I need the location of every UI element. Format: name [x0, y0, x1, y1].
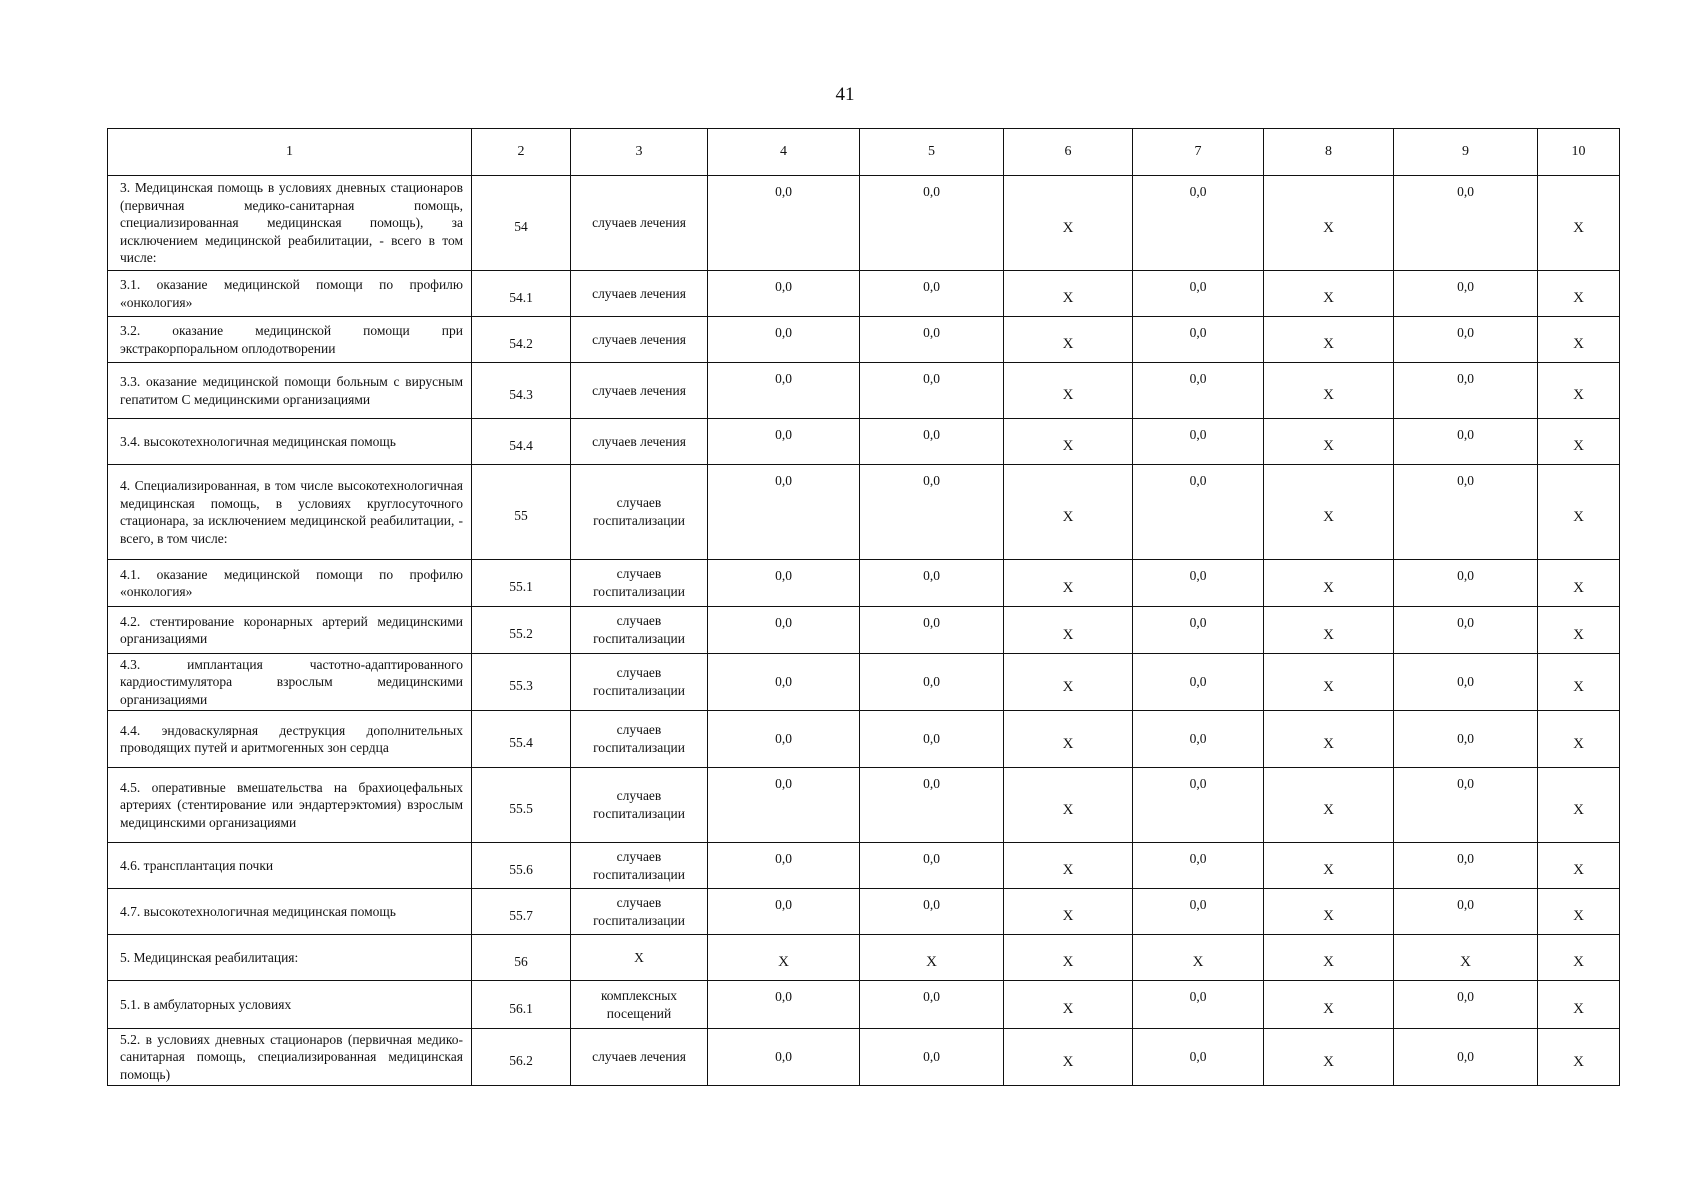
- row-value-cell: Х: [1264, 363, 1394, 419]
- row-value-cell: Х: [1004, 768, 1133, 843]
- row-unit-cell: случаев лечения: [571, 363, 708, 419]
- table-row: [108, 317, 1620, 363]
- row-value-cell: 0,0: [708, 176, 860, 271]
- row-value-cell: Х: [1538, 607, 1620, 654]
- row-code-cell: 54.3: [472, 363, 571, 419]
- row-value-cell: 0,0: [1133, 654, 1264, 711]
- row-code-cell: 54.4: [472, 419, 571, 465]
- row-name-cell: 4.6. трансплантация почки: [108, 843, 472, 889]
- row-unit-cell: случаев лечения: [571, 1029, 708, 1086]
- row-value-cell: 0,0: [1394, 607, 1538, 654]
- row-code-cell: 56: [472, 935, 571, 981]
- row-unit-cell: случаев лечения: [571, 317, 708, 363]
- row-unit-cell: случаев лечения: [571, 176, 708, 271]
- table-row: [108, 935, 1620, 981]
- row-name-cell: 5. Медицинская реабилитация:: [108, 935, 472, 981]
- row-value-cell: 0,0: [860, 419, 1004, 465]
- row-value-cell: Х: [1264, 176, 1394, 271]
- row-value-cell: 0,0: [860, 889, 1004, 935]
- row-unit-cell: случаев госпитализации: [571, 711, 708, 768]
- row-value-cell: 0,0: [1133, 317, 1264, 363]
- header-cell: 10: [1538, 129, 1620, 176]
- row-value-cell: 0,0: [1133, 843, 1264, 889]
- row-code-cell: 55: [472, 465, 571, 560]
- row-value-cell: Х: [708, 935, 860, 981]
- row-value-cell: Х: [1264, 711, 1394, 768]
- row-value-cell: 0,0: [860, 465, 1004, 560]
- row-code-cell: 54: [472, 176, 571, 271]
- row-name-cell: 3.1. оказание медицинской помощи по профилю «онкология»: [108, 271, 472, 317]
- row-name-cell: 3. Медицинская помощь в условиях дневных стационаров (первичная медико-санитарная помощь, специализированная медицинская помощь), за исключением медицинской реабилитации, - всего в том числе:: [108, 176, 472, 271]
- row-value-cell: Х: [1264, 271, 1394, 317]
- row-code-cell: 55.2: [472, 607, 571, 654]
- table-row: [108, 654, 1620, 711]
- row-value-cell: 0,0: [1394, 654, 1538, 711]
- row-value-cell: 0,0: [1394, 981, 1538, 1029]
- row-code-cell: 55.6: [472, 843, 571, 889]
- row-value-cell: 0,0: [708, 711, 860, 768]
- row-name-cell: 4. Специализированная, в том числе высокотехнологичная медицинская помощь, в условиях круглосуточного стационара, за исключением медицинской реабилитации, - всего, в том числе:: [108, 465, 472, 560]
- row-unit-cell: случаев госпитализации: [571, 560, 708, 607]
- row-value-cell: 0,0: [1133, 607, 1264, 654]
- row-value-cell: Х: [1538, 271, 1620, 317]
- row-value-cell: Х: [1004, 935, 1133, 981]
- header-cell: 2: [472, 129, 571, 176]
- row-value-cell: 0,0: [1133, 465, 1264, 560]
- row-value-cell: Х: [1004, 363, 1133, 419]
- row-value-cell: 0,0: [1133, 981, 1264, 1029]
- row-value-cell: 0,0: [860, 711, 1004, 768]
- table-row: [108, 465, 1620, 560]
- row-value-cell: 0,0: [1394, 560, 1538, 607]
- row-name-cell: 4.5. оперативные вмешательства на брахиоцефальных артериях (стентирование или эндартерэктомия) взрослым медицинскими организациями: [108, 768, 472, 843]
- header-cell: 8: [1264, 129, 1394, 176]
- row-value-cell: 0,0: [708, 465, 860, 560]
- row-value-cell: Х: [860, 935, 1004, 981]
- row-value-cell: 0,0: [860, 176, 1004, 271]
- row-value-cell: Х: [1004, 981, 1133, 1029]
- table-row: [108, 560, 1620, 607]
- row-value-cell: 0,0: [1394, 1029, 1538, 1086]
- row-value-cell: Х: [1004, 607, 1133, 654]
- row-value-cell: 0,0: [1133, 560, 1264, 607]
- row-value-cell: Х: [1264, 317, 1394, 363]
- row-value-cell: Х: [1538, 654, 1620, 711]
- header-cell: 3: [571, 129, 708, 176]
- row-name-cell: 4.7. высокотехнологичная медицинская помощь: [108, 889, 472, 935]
- row-value-cell: 0,0: [708, 1029, 860, 1086]
- row-value-cell: 0,0: [708, 607, 860, 654]
- row-value-cell: 0,0: [1133, 889, 1264, 935]
- row-code-cell: 55.4: [472, 711, 571, 768]
- row-code-cell: 54.2: [472, 317, 571, 363]
- row-value-cell: Х: [1538, 843, 1620, 889]
- row-code-cell: 55.1: [472, 560, 571, 607]
- row-value-cell: 0,0: [1394, 363, 1538, 419]
- row-name-cell: 3.3. оказание медицинской помощи больным с вирусным гепатитом С медицинскими организациями: [108, 363, 472, 419]
- header-cell: 5: [860, 129, 1004, 176]
- header-cell: 4: [708, 129, 860, 176]
- row-value-cell: Х: [1264, 843, 1394, 889]
- row-name-cell: 3.4. высокотехнологичная медицинская помощь: [108, 419, 472, 465]
- row-value-cell: Х: [1538, 465, 1620, 560]
- row-unit-cell: случаев госпитализации: [571, 768, 708, 843]
- row-value-cell: 0,0: [860, 317, 1004, 363]
- table-row: [108, 419, 1620, 465]
- row-value-cell: Х: [1264, 560, 1394, 607]
- row-code-cell: 54.1: [472, 271, 571, 317]
- row-value-cell: Х: [1538, 935, 1620, 981]
- row-value-cell: Х: [1538, 419, 1620, 465]
- header-cell: 7: [1133, 129, 1264, 176]
- table-row: [108, 843, 1620, 889]
- row-value-cell: Х: [1264, 419, 1394, 465]
- row-value-cell: Х: [1538, 363, 1620, 419]
- row-value-cell: Х: [1004, 176, 1133, 271]
- row-code-cell: 55.5: [472, 768, 571, 843]
- row-name-cell: 4.4. эндоваскулярная деструкция дополнительных проводящих путей и аритмогенных зон сердца: [108, 711, 472, 768]
- row-value-cell: 0,0: [1394, 271, 1538, 317]
- row-name-cell: 3.2. оказание медицинской помощи при экстракорпоральном оплодотворении: [108, 317, 472, 363]
- row-value-cell: 0,0: [1394, 889, 1538, 935]
- header-cell: 1: [108, 129, 472, 176]
- row-value-cell: Х: [1264, 465, 1394, 560]
- row-value-cell: 0,0: [708, 843, 860, 889]
- row-value-cell: 0,0: [708, 981, 860, 1029]
- table-row: [108, 1029, 1620, 1086]
- row-unit-cell: случаев госпитализации: [571, 843, 708, 889]
- row-value-cell: Х: [1133, 935, 1264, 981]
- page-number: 41: [835, 84, 855, 105]
- row-value-cell: 0,0: [1133, 363, 1264, 419]
- row-value-cell: Х: [1004, 654, 1133, 711]
- row-value-cell: Х: [1538, 317, 1620, 363]
- row-value-cell: Х: [1394, 935, 1538, 981]
- row-value-cell: 0,0: [860, 768, 1004, 843]
- row-value-cell: 0,0: [1394, 419, 1538, 465]
- row-value-cell: 0,0: [708, 560, 860, 607]
- row-name-cell: 4.2. стентирование коронарных артерий медицинскими организациями: [108, 607, 472, 654]
- table-row: [108, 981, 1620, 1029]
- row-value-cell: Х: [1264, 607, 1394, 654]
- row-value-cell: Х: [1538, 1029, 1620, 1086]
- row-code-cell: 56.1: [472, 981, 571, 1029]
- row-value-cell: Х: [1538, 981, 1620, 1029]
- row-value-cell: 0,0: [1133, 176, 1264, 271]
- row-value-cell: Х: [1538, 768, 1620, 843]
- table-row: [108, 607, 1620, 654]
- row-value-cell: Х: [1004, 1029, 1133, 1086]
- table-row: [108, 711, 1620, 768]
- row-code-cell: 55.3: [472, 654, 571, 711]
- row-value-cell: Х: [1264, 654, 1394, 711]
- row-value-cell: 0,0: [1133, 271, 1264, 317]
- row-value-cell: Х: [1264, 1029, 1394, 1086]
- row-value-cell: 0,0: [860, 560, 1004, 607]
- row-value-cell: 0,0: [860, 654, 1004, 711]
- row-value-cell: 0,0: [1394, 843, 1538, 889]
- row-value-cell: 0,0: [1394, 465, 1538, 560]
- row-value-cell: 0,0: [860, 981, 1004, 1029]
- row-name-cell: 5.1. в амбулаторных условиях: [108, 981, 472, 1029]
- row-value-cell: Х: [1004, 889, 1133, 935]
- row-value-cell: Х: [1004, 271, 1133, 317]
- row-name-cell: 5.2. в условиях дневных стационаров (первичная медико-санитарная помощь, специализированная медицинская помощь): [108, 1029, 472, 1086]
- row-value-cell: Х: [1538, 176, 1620, 271]
- row-value-cell: Х: [1264, 935, 1394, 981]
- row-value-cell: Х: [1004, 711, 1133, 768]
- row-value-cell: 0,0: [708, 317, 860, 363]
- row-value-cell: Х: [1004, 560, 1133, 607]
- row-name-cell: 4.1. оказание медицинской помощи по профилю «онкология»: [108, 560, 472, 607]
- row-value-cell: 0,0: [860, 271, 1004, 317]
- row-value-cell: 0,0: [1394, 768, 1538, 843]
- header-row: [108, 129, 1620, 176]
- row-value-cell: 0,0: [708, 768, 860, 843]
- table-row: [108, 176, 1620, 271]
- row-value-cell: Х: [1538, 711, 1620, 768]
- row-value-cell: 0,0: [860, 1029, 1004, 1086]
- header-cell: 6: [1004, 129, 1133, 176]
- row-value-cell: 0,0: [860, 607, 1004, 654]
- row-unit-cell: случаев госпитализации: [571, 889, 708, 935]
- table-row: [108, 363, 1620, 419]
- row-value-cell: 0,0: [708, 363, 860, 419]
- row-value-cell: 0,0: [708, 271, 860, 317]
- row-value-cell: 0,0: [1133, 711, 1264, 768]
- data-table: [107, 128, 1620, 1086]
- row-unit-cell: случаев госпитализации: [571, 465, 708, 560]
- header-cell: 9: [1394, 129, 1538, 176]
- row-value-cell: 0,0: [860, 363, 1004, 419]
- row-value-cell: 0,0: [708, 889, 860, 935]
- row-value-cell: Х: [1538, 560, 1620, 607]
- row-value-cell: 0,0: [708, 419, 860, 465]
- row-value-cell: Х: [1004, 317, 1133, 363]
- row-unit-cell: случаев лечения: [571, 419, 708, 465]
- row-unit-cell: комплексных посещений: [571, 981, 708, 1029]
- row-code-cell: 56.2: [472, 1029, 571, 1086]
- row-value-cell: 0,0: [860, 843, 1004, 889]
- table-row: [108, 768, 1620, 843]
- row-value-cell: Х: [1004, 419, 1133, 465]
- table-row: [108, 271, 1620, 317]
- row-value-cell: Х: [1264, 981, 1394, 1029]
- row-value-cell: Х: [1538, 889, 1620, 935]
- table-row: [108, 889, 1620, 935]
- row-unit-cell: случаев лечения: [571, 271, 708, 317]
- row-value-cell: 0,0: [1394, 317, 1538, 363]
- row-value-cell: 0,0: [1394, 176, 1538, 271]
- row-unit-cell: случаев госпитализации: [571, 607, 708, 654]
- row-value-cell: Х: [1004, 465, 1133, 560]
- row-unit-cell: Х: [571, 935, 708, 981]
- row-unit-cell: случаев госпитализации: [571, 654, 708, 711]
- row-code-cell: 55.7: [472, 889, 571, 935]
- row-value-cell: Х: [1264, 889, 1394, 935]
- row-value-cell: 0,0: [708, 654, 860, 711]
- row-value-cell: 0,0: [1394, 711, 1538, 768]
- row-value-cell: 0,0: [1133, 768, 1264, 843]
- row-value-cell: 0,0: [1133, 1029, 1264, 1086]
- row-value-cell: 0,0: [1133, 419, 1264, 465]
- row-name-cell: 4.3. имплантация частотно-адаптированного кардиостимулятора взрослым медицинскими организациями: [108, 654, 472, 711]
- row-value-cell: Х: [1004, 843, 1133, 889]
- row-value-cell: Х: [1264, 768, 1394, 843]
